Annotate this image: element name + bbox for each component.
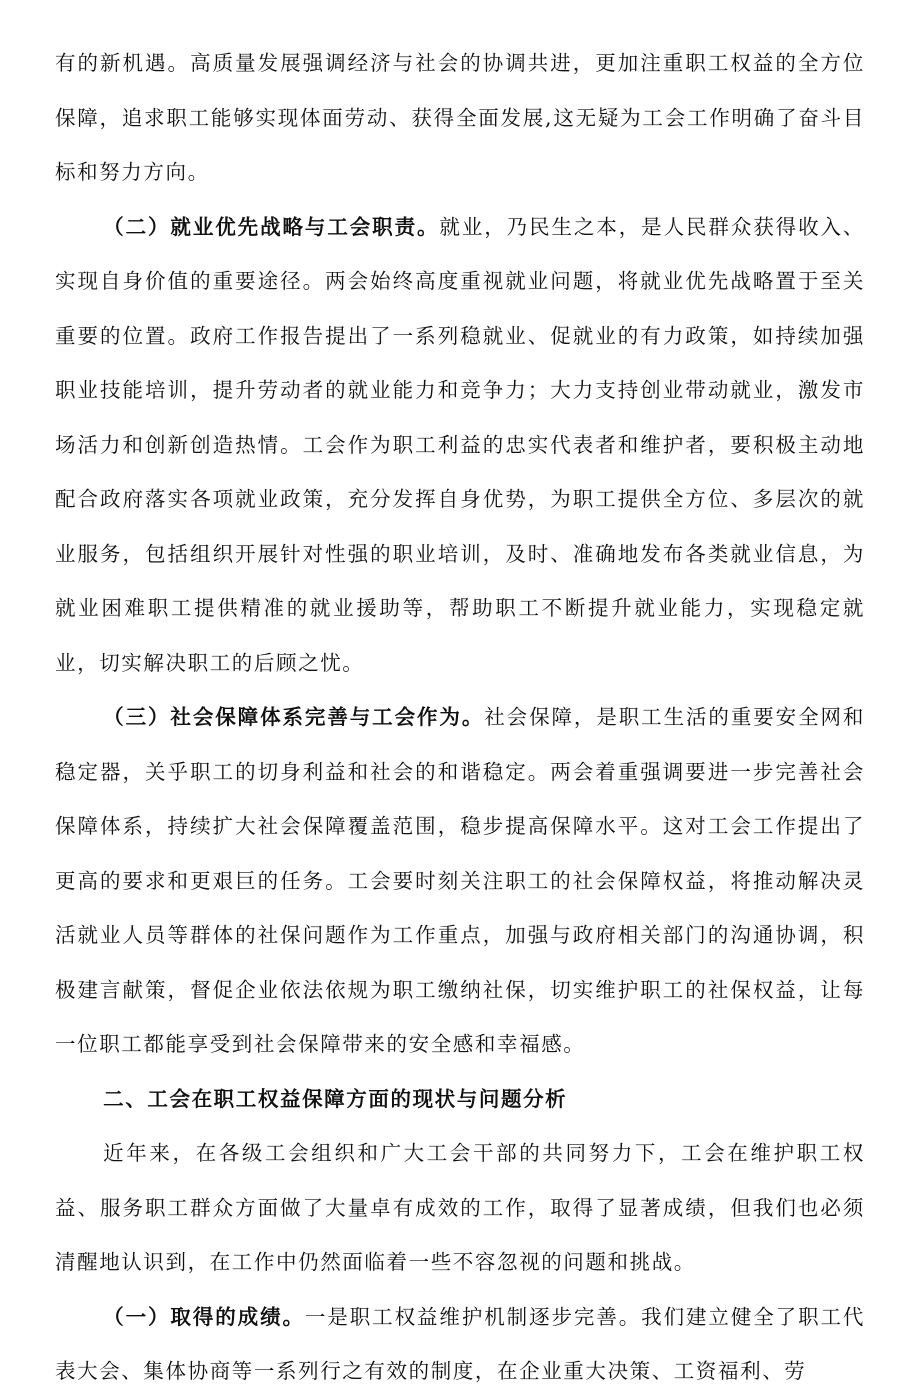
subsection-heading-social-security: （三）社会保障体系完善与工会作为。 (103, 705, 485, 729)
subsection-heading-employment: （二）就业优先战略与工会职责。 (103, 214, 440, 239)
section-title: 二、工会在职工权益保障方面的现状与问题分析 (103, 1086, 568, 1111)
subsection-heading-achievements: （一）取得的成绩。 (103, 1304, 305, 1329)
paragraph-text: 社会保障，是职工生活的重要安全网和稳定器，关乎职工的切身利益和社会的和谐稳定。两会着重强调要进一步完善社会保障体系，持续扩大社会保障覆盖范围，稳步提高保障水平。这对工会工作提出了更高的要求和更艰巨的任务。工会要时刻关注职工的社会保障权益，将推动解决灵活就业人员等群体的社保问题作为工作重点，加强与政府相关部门的沟通协调，积极建言献策，督促企业依法依规为职工缴纳社保，切实维护职工的社保权益，让每一位职工都能享受到社会保障带来的安全感和幸福感。 (55, 705, 866, 1056)
paragraph-text: 近年来，在各级工会组织和广大工会干部的共同努力下，工会在维护职工权益、服务职工群众方面做了大量卓有成效的工作，取得了显著成绩，但我们也必须清醒地认识到，在工作中仍然面临着一些不容忽视的问题和挑战。 (55, 1141, 865, 1274)
paragraph-text: 一是职工权益维护机制逐步完善。我们建立健全了职工代表大会、集体协商等一系列行之有效的制度，在企业重大决策、工资福利、劳 (55, 1304, 865, 1383)
paragraph-social-security (55, 690, 865, 1072)
document-body (55, 36, 865, 1399)
paragraph-achievements (55, 1290, 865, 1399)
paragraph-intro-section-2 (55, 1126, 865, 1290)
section-heading-2 (55, 1072, 865, 1127)
paragraph-employment-priority (55, 200, 865, 691)
paragraph-text: 就业，乃民生之本，是人民群众获得收入、实现自身价值的重要途径。两会始终高度重视就业问题，将就业优先战略置于至关重要的位置。政府工作报告提出了一系列稳就业、促就业的有力政策，如持续加强职业技能培训，提升劳动者的就业能力和竞争力；大力支持创业带动就业，激发市场活力和创新创造热情。工会作为职工利益的忠实代表者和维护者，要积极主动地配合政府落实各项就业政策，充分发挥自身优势，为职工提供全方位、多层次的就业服务，包括组织开展针对性强的职业培训，及时、准确地发布各类就业信息，为就业困难职工提供精准的就业援助等，帮助职工不断提升就业能力，实现稳定就业，切实解决职工的后顾之忧。 (55, 214, 866, 675)
paragraph-text: 有的新机遇。高质量发展强调经济与社会的协调共进，更加注重职工权益的全方位保障，追求职工能够实现体面劳动、获得全面发展,这无疑为工会工作明确了奋斗目标和努力方向。 (55, 51, 865, 184)
paragraph-continuation (55, 36, 865, 200)
